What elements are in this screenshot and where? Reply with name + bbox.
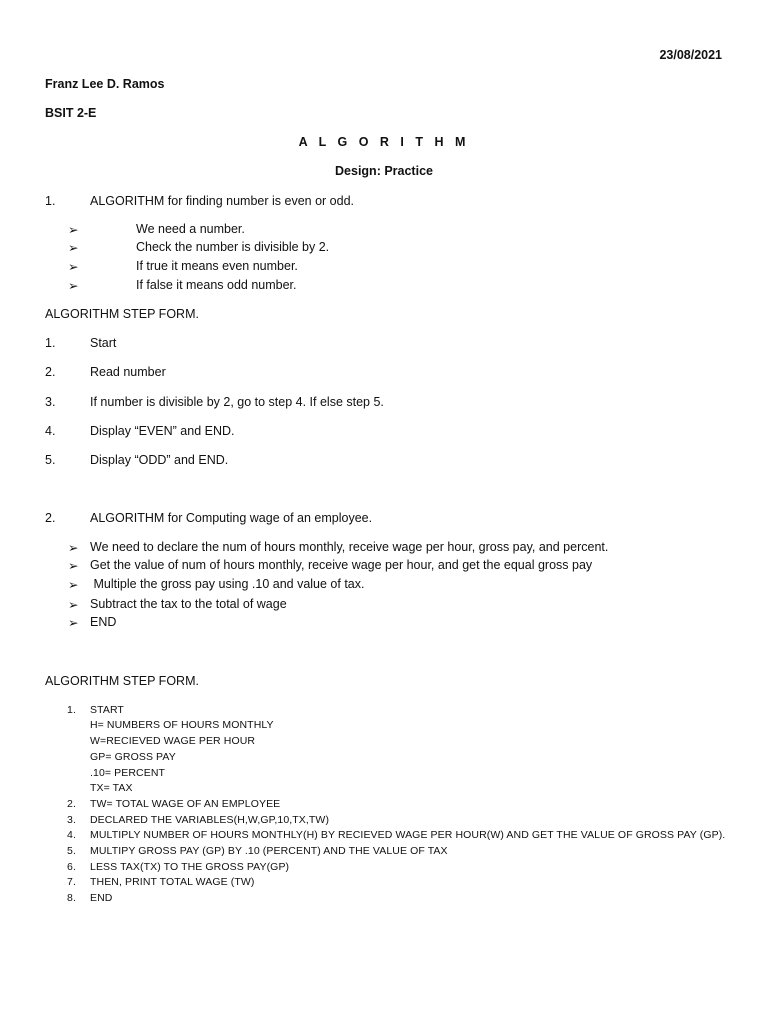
step-text: LESS TAX(TX) TO THE GROSS PAY(GP): [90, 861, 290, 873]
step-text: MULTIPLY NUMBER OF HOURS MONTHLY(H) BY RECIEVED WAGE PER HOUR(W) AND GET THE VALUE OF GROSS PAY (GP).: [90, 829, 726, 841]
step-text: If number is divisible by 2, go to step 4. If else step 5.: [90, 395, 384, 409]
step-number: 2.: [67, 798, 76, 810]
step-number: 5.: [67, 845, 76, 857]
arrowhead-bullet-icon: ➢: [68, 241, 79, 255]
variable-definition: H= NUMBERS OF HOURS MONTHLY: [90, 719, 274, 731]
arrowhead-bullet-icon: ➢: [68, 598, 79, 612]
part2-step-form-label: ALGORITHM STEP FORM.: [45, 674, 199, 688]
arrowhead-bullet-icon: ➢: [68, 260, 79, 274]
arrowhead-bullet-icon: ➢: [68, 223, 79, 237]
arrowhead-bullet-icon: ➢: [68, 541, 79, 555]
step-number: 8.: [67, 892, 76, 904]
arrowhead-bullet-icon: ➢: [68, 559, 79, 573]
author-name: Franz Lee D. Ramos: [45, 77, 165, 91]
step-number: 1.: [45, 336, 56, 350]
step-text: END: [90, 892, 113, 904]
document-title: A L G O R I T H M: [298, 135, 470, 149]
part2-number: 2.: [45, 511, 56, 525]
step-number: 4.: [67, 829, 76, 841]
arrowhead-bullet-icon: ➢: [68, 616, 79, 630]
step-text: MULTIPY GROSS PAY (GP) BY .10 (PERCENT) AND THE VALUE OF TAX: [90, 845, 448, 857]
step-text: DECLARED THE VARIABLES(H,W,GP,10,TX,TW): [90, 814, 330, 826]
step-text: Read number: [90, 365, 166, 379]
variable-definition: TX= TAX: [90, 782, 133, 794]
document-page: 23/08/2021 Franz Lee D. Ramos BSIT 2-E A L G O R I T H M Design: Practice 1. ALGORITHM for finding number is even or odd. ➢ We need a number. ➢ Check the number is divisible by 2. ➢ If true it means even number. ➢ If false it means odd number. ALGORITHM STEP FORM. 1. Start 2. Read number 3. If number is divisible by 2, go to step 4. If else step 5. 4. Display “EVEN” and END. 5. Display “ODD” and END. 2. ALGORITHM for Computing wage of an employee. ➢ We need to declare the num of hours monthly, receive wage per hour, gross pay, and percent. ➢ Get the value of num of hours monthly, receive wage per hour, and get the equal gross pay ➢ Multiple the gross pay using .10 and value of tax. ➢ Subtract the tax to the total of wage ➢ END ALGORITHM STEP FORM. 1. START H= NUMBERS OF HOURS MONTHLY W=RECIEVED WAGE PER HOUR GP= GROSS PAY .10= PERCENT TX= TAX 2. TW= TOTAL WAGE OF AN EMPLOYEE 3. DECLARED THE VARIABLES(H,W,GP,10,TX,TW) 4. MULTIPLY NUMBER OF HOURS MONTHLY(H) BY RECIEVED WAGE PER HOUR(W) AND GET THE VALUE OF GROSS PAY (GP). 5. MULTIPY GROSS PAY (GP) BY .10 (PERCENT) AND THE VALUE OF TAX 6. LESS TAX(TX) TO THE GROSS PAY(GP) 7. THEN, PRINT TOTAL WAGE (TW) 8. END: [0, 0, 768, 1024]
variable-definition: W=RECIEVED WAGE PER HOUR: [90, 735, 256, 747]
document-subtitle: Design: Practice: [335, 164, 433, 178]
class-section: BSIT 2-E: [45, 106, 97, 120]
step-number: 2.: [45, 365, 56, 379]
step-text: Start: [90, 336, 117, 350]
step-text: Display “ODD” and END.: [90, 453, 229, 467]
part1-heading: ALGORITHM for finding number is even or odd.: [90, 194, 355, 208]
variable-definition: GP= GROSS PAY: [90, 751, 176, 763]
step-text: THEN, PRINT TOTAL WAGE (TW): [90, 876, 255, 888]
variable-definition: .10= PERCENT: [90, 767, 166, 779]
document-date: 23/08/2021: [659, 48, 722, 62]
arrowhead-bullet-icon: ➢: [68, 578, 79, 592]
arrowhead-bullet-icon: ➢: [68, 279, 79, 293]
step-text: Display “EVEN” and END.: [90, 424, 235, 438]
step-number: 4.: [45, 424, 56, 438]
step-number: 6.: [67, 861, 76, 873]
step-number: 5.: [45, 453, 56, 467]
step-number: 3.: [67, 814, 76, 826]
step-number: 1.: [67, 704, 76, 716]
part1-number: 1.: [45, 194, 56, 208]
step-number: 3.: [45, 395, 56, 409]
step-text: START: [90, 704, 124, 716]
step-text: TW= TOTAL WAGE OF AN EMPLOYEE: [90, 798, 281, 810]
part1-step-form-label: ALGORITHM STEP FORM.: [45, 307, 199, 321]
step-number: 7.: [67, 876, 76, 888]
part2-heading: ALGORITHM for Computing wage of an employee.: [90, 511, 373, 525]
